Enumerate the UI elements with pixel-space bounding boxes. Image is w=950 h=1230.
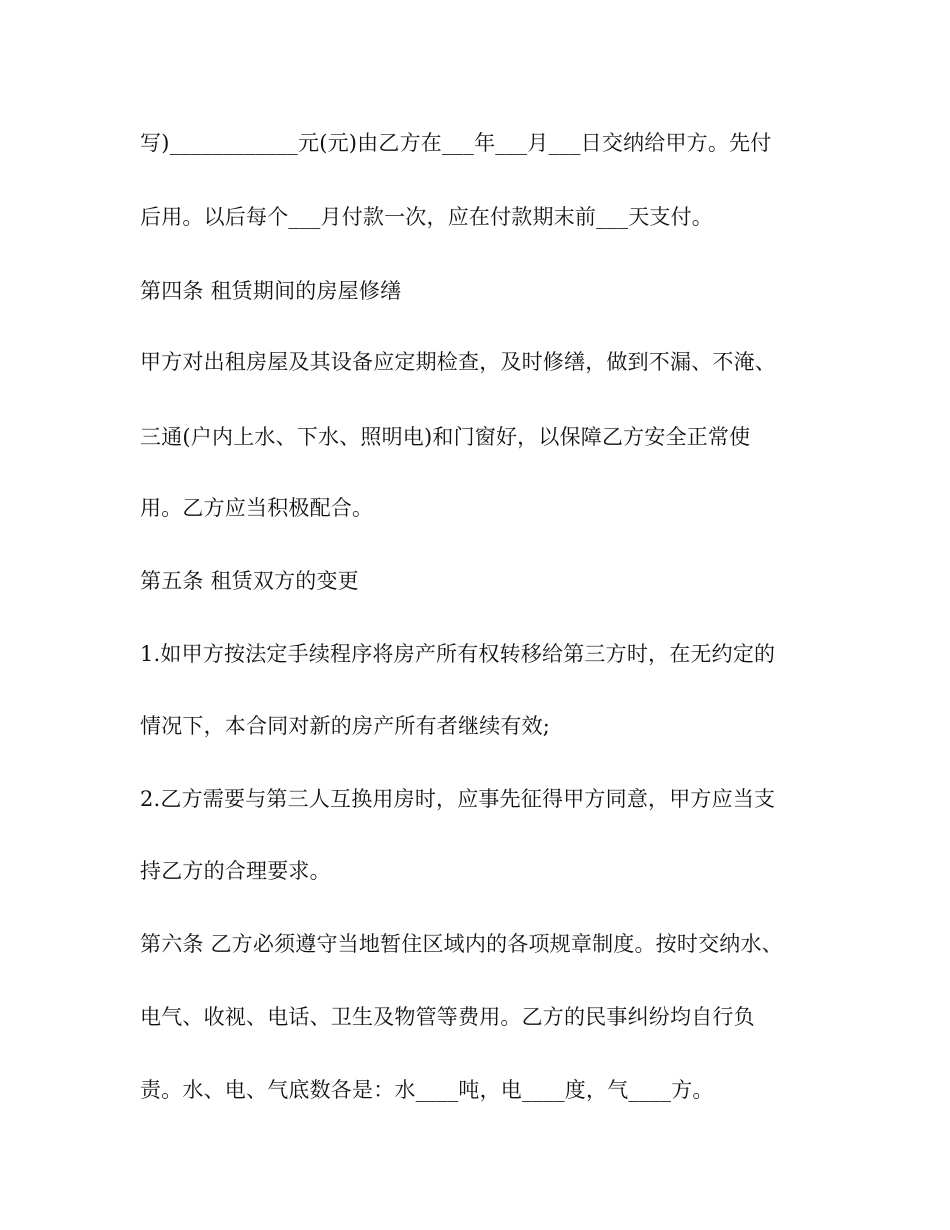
text-line: 电气、收视、电话、卫生及物管等费用。乙方的民事纠纷均自行负 bbox=[140, 1005, 755, 1029]
text-line: 责。水、电、气底数各是：水____吨，电____度，气____方。 bbox=[140, 1078, 714, 1102]
section-heading: 第五条 租赁双方的变更 bbox=[140, 569, 359, 593]
section-heading: 第六条 乙方必须遵守当地暂住区域内的各项规章制度。按时交纳水、 bbox=[140, 932, 783, 956]
text-line: 2.乙方需要与第三人互换用房时，应事先征得甲方同意，甲方应当支 bbox=[140, 787, 776, 811]
text-line: 后用。以后每个___月付款一次，应在付款期末前___天支付。 bbox=[140, 205, 713, 229]
text-line: 情况下，本合同对新的房产所有者继续有效; bbox=[140, 714, 551, 738]
text-line: 甲方对出租房屋及其设备应定期检查，及时修缮，做到不漏、不淹、 bbox=[140, 350, 776, 374]
section-heading: 第四条 租赁期间的房屋修缮 bbox=[140, 279, 402, 303]
text-line: 用。乙方应当积极配合。 bbox=[140, 496, 374, 520]
text-line: 三通(户内上水、下水、照明电)和门窗好，以保障乙方安全正常使 bbox=[140, 425, 751, 449]
text-line: 持乙方的合理要求。 bbox=[140, 859, 331, 883]
text-line: 1.如甲方按法定手续程序将房产所有权转移给第三方时，在无约定的 bbox=[140, 642, 776, 666]
text-line: 写)____________元(元)由乙方在___年___月___日交纳给甲方。先付 bbox=[140, 131, 772, 155]
